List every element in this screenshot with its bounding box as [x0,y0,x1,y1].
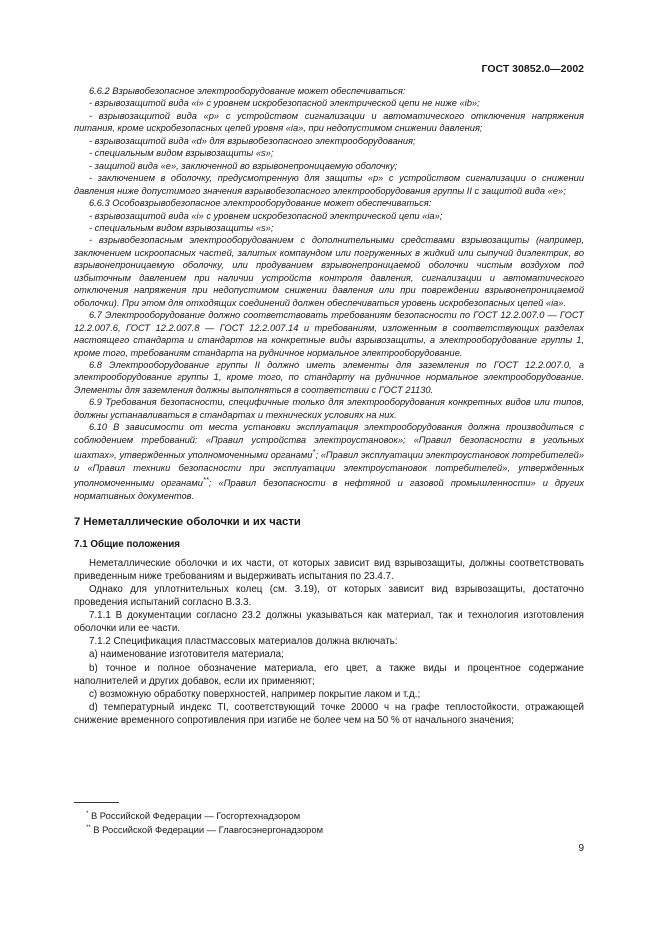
footnote-mark: * [86,811,89,817]
body-paragraph: Однако для уплотнительных колец (см. 3.19), от которых зависит вид взрывозащиты, достаточно проведения испытаний согласно В.3.3. [74,584,584,609]
page-number: 9 [578,843,584,854]
footnote-mark: ** [86,825,91,831]
document-body [74,85,584,727]
clause-paragraph: 6.6.2 Взрывобезопасное электрооборудование может обеспечиваться: [89,86,406,96]
clause-paragraph: - взрывобезопасным электрооборудованием с дополнительными средствами взрывозащиты (например, заключением искроопасных частей, залитых компаундом или погруженных в жидкий или сыпучий диэлектрик, во взрывонепроницаемую оболочку, или продуванием взрывонепроницаемой оболочки чистым воздухом под избыточным давлением при наличии устройств контроля давления, сигнализации и автоматического отключения напряжения при недопустимом снижении давления или при повреждении взрывонепроницаемой оболочки). При этом для отходящих соединений должен обеспечиваться уровень искробезопасных цепей «ia». [74,235,584,308]
standard-code-header: ГОСТ 30852.0—2002 [481,63,584,75]
list-item: b) точное и полное обозначение материала, его цвет, а также виды и процентное содержание наполнителей и других добавок, если их применяют; [74,662,584,687]
clause-6-10 [74,421,584,502]
section-heading: 7 Неметаллические оболочки и их части [74,516,301,529]
clause-paragraph: 6.9 Требования безопасности, специфичные только для электрооборудования конкретных видов или типов, должны устанавливаться в стандартах и технических условиях на них. [74,397,584,420]
body-paragraph: 7.1.1 В документации согласно 23.2 должны указываться как материал, так и технология изготовления оболочки или ее части. [74,610,584,635]
clause-paragraph: 6.6.3 Особовзрывобезопасное электрооборудование может обеспечиваться: [89,198,432,209]
footnote-ref: * [312,447,316,457]
body-paragraph: Неметаллические оболочки и их части, от которых зависит вид взрывозащиты, должны соответствовать приведенным ниже требованиям и выдерживать испытания по 23.4.7. [74,558,584,583]
clause-paragraph: - взрывозащитой вида «i» с уровнем искробезопасной электрической цепи «ia»; [89,210,443,221]
footnote-text: В Российской Федерации — Госгортехнадзором [88,810,301,822]
list-item: d) температурный индекс TI, соответствующий точке 20000 ч на графе теплостойкости, отражающей снижение временного сопротивления при изгибе не более чем на 50 % от начального значения; [74,701,584,726]
body-paragraph: 7.1.2 Спецификация пластмассовых материалов должна включать: [89,636,398,648]
clause-paragraph: 6.8 Электрооборудование группы II должно иметь элементы для заземления по ГОСТ 12.2.007.0, а электрооборудование группы 1, кроме того, по стандарту на рудничное нормальное электрооборудование. Элементы для заземления должны выполняться в соответствии с ГОСТ 21130. [74,359,584,395]
clause-paragraph: - заключением в оболочку, предусмотренную для защиты «р» с устройством сигнализации о снижении давления ниже допустимого значения взрывобезопасного электрооборудования группы II с защитой вида «е»; [74,173,584,196]
clause-paragraph: - взрывозащитой вида «i» с уровнем искробезопасной электрической цепи не ниже «ib»; [89,98,480,109]
clause-paragraph: 6.7 Электрооборудование должно соответствовать требованиям безопасности по ГОСТ 12.2.007.0 — ГОСТ 12.2.007.6, ГОСТ 12.2.007.8 — ГОСТ 12.2.007.14 и требованиям, изложенным в соответствующих разделах настоящего стандарта и стандартов на конкретные виды взрывозащиты, а электрооборудование группы 1, кроме того, требованиям стандарта на рудничное нормальное электрооборудование. [74,310,584,358]
italic-clauses [74,85,584,502]
clause-text: ; «Правил безопасности в нефтяной и газовой промышленности» и других нормативных документов. [74,478,584,501]
clause-text: ; «Правил эксплуатации электроустановок потребителей» и «Правил техники безопасности при эксплуатации электроустановок потребителей», утвержденных уполномоченными органами [74,450,584,489]
footnote-separator [74,802,119,803]
clause-paragraph: - специальным видом взрывозащиты «s»; [89,222,274,233]
list-item: a) наименование изготовителя материала; [89,649,284,661]
clause-paragraph: - взрывозащитой вида «d» для взрывобезопасного электрооборудования; [89,135,416,146]
clause-paragraph: - взрывозащитой вида «р» с устройством сигнализации и автоматического отключения напряжения питания, кроме искробезопасных цепей уровня «ia», при недопустимом снижении давления; [74,110,584,134]
section-text [74,557,584,727]
footnote-text: В Российской Федерации — Главгосэнергонадзором [90,824,324,836]
list-item: c) возможную обработку поверхностей, например покрытие лаком и т.д.; [89,688,421,700]
footnote [86,808,300,822]
clause-text: 6.10 В зависимости от места установки эксплуатация электрооборудования должна производиться с соблюдением требований: «Правил устройства электроустановок»; «Правил безопасности в угольных шахтах», утвержденных уполномоченными органами [74,422,584,461]
clause-paragraph: - защитой вида «е», заключенной во взрывонепроницаемую оболочку; [89,160,398,171]
footnote-ref: ** [202,475,209,485]
clause-paragraph: - специальным видом взрывозащиты «s»; [89,148,274,159]
subsection-heading: 7.1 Общие положения [74,539,181,551]
footnote [86,822,323,836]
